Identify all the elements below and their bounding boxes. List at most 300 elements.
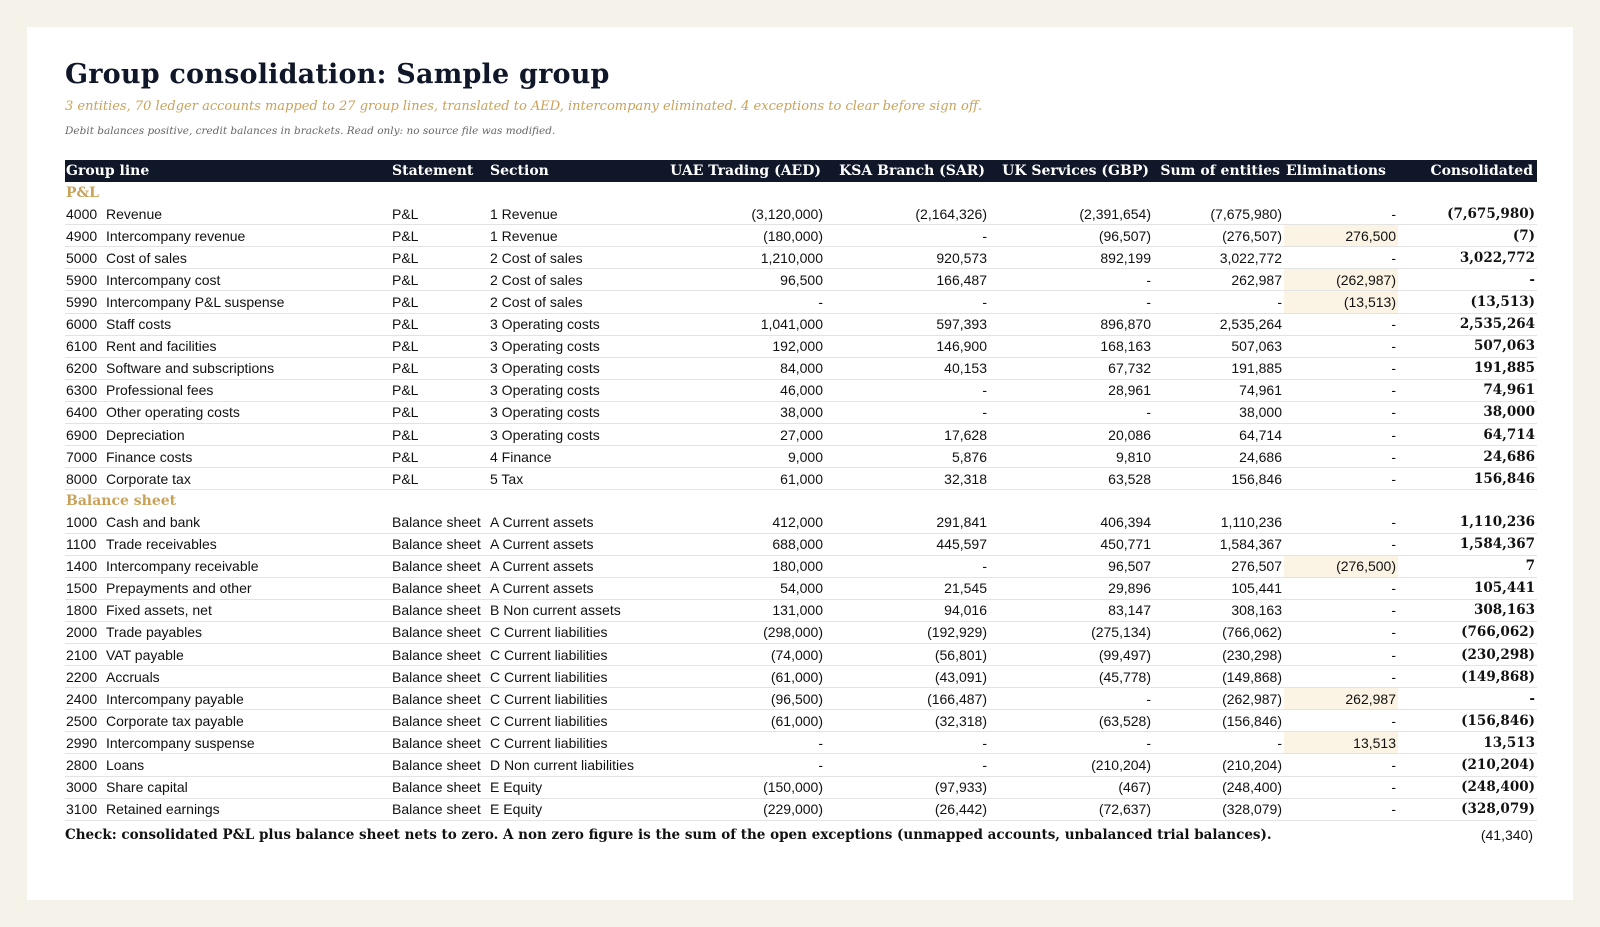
cell-consolidated: 191,885 xyxy=(1398,357,1537,379)
table-row xyxy=(65,203,1537,225)
cell-section: 1 Revenue xyxy=(489,225,661,247)
cell-ksa: - xyxy=(825,225,989,247)
account-name: Accruals xyxy=(106,668,160,685)
section-label: P&L xyxy=(66,184,100,201)
report-note: Debit balances positive, credit balances in brackets. Read only: no source file was modified. xyxy=(65,125,556,137)
account-name: Depreciation xyxy=(106,426,185,443)
cell-group-line xyxy=(65,247,391,269)
cell-section: A Current assets xyxy=(489,555,661,577)
cell-ksa: 17,628 xyxy=(825,424,989,446)
table-row xyxy=(65,621,1537,643)
account-name: VAT payable xyxy=(106,646,184,663)
cell-ksa: 445,597 xyxy=(825,533,989,555)
cell-sum: - xyxy=(1153,291,1284,313)
account-name: Fixed assets, net xyxy=(106,602,212,619)
cell-eliminations: - xyxy=(1284,710,1398,732)
cell-section: C Current liabilities xyxy=(489,688,661,710)
cell-sum: 262,987 xyxy=(1153,269,1284,291)
cell-uae: 84,000 xyxy=(661,357,825,379)
account-name: Rent and facilities xyxy=(106,338,217,355)
cell-group-line xyxy=(65,468,391,490)
account-name: Staff costs xyxy=(106,316,172,333)
table-row xyxy=(65,643,1537,665)
cell-group-line xyxy=(65,666,391,688)
cell-ksa: - xyxy=(825,732,989,754)
cell-consolidated: 38,000 xyxy=(1398,401,1537,423)
cell-group-line xyxy=(65,776,391,798)
cell-sum: (766,062) xyxy=(1153,621,1284,643)
table-row xyxy=(65,776,1537,798)
cell-uae: 38,000 xyxy=(661,401,825,423)
section-row xyxy=(65,490,1537,512)
cell-uk: (99,497) xyxy=(989,643,1153,665)
col-header-eliminations: Eliminations xyxy=(1284,160,1398,182)
cell-sum: (276,507) xyxy=(1153,225,1284,247)
section-row xyxy=(65,182,1537,203)
cell-uae: (61,000) xyxy=(661,666,825,688)
cell-group-line xyxy=(65,446,391,468)
cell-section: 2 Cost of sales xyxy=(489,247,661,269)
account-code: 2990 xyxy=(66,734,98,751)
col-header-consolidated: Consolidated xyxy=(1398,160,1537,182)
cell-statement: P&L xyxy=(391,401,489,423)
cell-sum: 2,535,264 xyxy=(1153,313,1284,335)
cell-statement: Balance sheet xyxy=(391,798,489,820)
cell-ksa: 146,900 xyxy=(825,335,989,357)
cell-statement: Balance sheet xyxy=(391,666,489,688)
cell-eliminations: - xyxy=(1284,599,1398,621)
cell-ksa: - xyxy=(825,401,989,423)
cell-uae: - xyxy=(661,754,825,776)
account-code: 1800 xyxy=(66,602,98,619)
cell-eliminations: - xyxy=(1284,357,1398,379)
cell-section: E Equity xyxy=(489,798,661,820)
cell-section: 2 Cost of sales xyxy=(489,269,661,291)
table-row xyxy=(65,599,1537,621)
cell-eliminations: (13,513) xyxy=(1284,291,1398,313)
cell-section: 3 Operating costs xyxy=(489,424,661,446)
cell-statement: Balance sheet xyxy=(391,776,489,798)
cell-statement: P&L xyxy=(391,225,489,247)
account-name: Intercompany suspense xyxy=(106,734,255,751)
cell-uk: 20,086 xyxy=(989,424,1153,446)
cell-consolidated: 2,535,264 xyxy=(1398,313,1537,335)
cell-eliminations: - xyxy=(1284,313,1398,335)
cell-statement: P&L xyxy=(391,357,489,379)
account-name: Intercompany payable xyxy=(106,690,244,707)
cell-uk: 896,870 xyxy=(989,313,1153,335)
col-header-statement: Statement xyxy=(391,160,489,182)
cell-uae: 688,000 xyxy=(661,533,825,555)
cell-group-line xyxy=(65,798,391,820)
cell-section: 1 Revenue xyxy=(489,203,661,225)
cell-uk: (63,528) xyxy=(989,710,1153,732)
account-name: Trade receivables xyxy=(106,536,217,553)
cell-uae: (298,000) xyxy=(661,621,825,643)
cell-group-line xyxy=(65,357,391,379)
cell-group-line xyxy=(65,732,391,754)
cell-consolidated: (230,298) xyxy=(1398,643,1537,665)
cell-sum: (248,400) xyxy=(1153,776,1284,798)
cell-group-line xyxy=(65,577,391,599)
cell-ksa: - xyxy=(825,379,989,401)
table-row xyxy=(65,710,1537,732)
account-name: Retained earnings xyxy=(106,801,220,818)
cell-statement: P&L xyxy=(391,468,489,490)
cell-group-line xyxy=(65,533,391,555)
cell-uae: 192,000 xyxy=(661,335,825,357)
cell-ksa: (43,091) xyxy=(825,666,989,688)
cell-statement: P&L xyxy=(391,269,489,291)
col-header-uae: UAE Trading (AED) xyxy=(661,160,825,182)
cell-uk: 168,163 xyxy=(989,335,1153,357)
cell-uae: 412,000 xyxy=(661,511,825,533)
cell-eliminations: - xyxy=(1284,379,1398,401)
cell-eliminations: - xyxy=(1284,798,1398,820)
cell-uae: 131,000 xyxy=(661,599,825,621)
cell-sum: 156,846 xyxy=(1153,468,1284,490)
cell-ksa: 21,545 xyxy=(825,577,989,599)
cell-uk: (467) xyxy=(989,776,1153,798)
cell-section: 5 Tax xyxy=(489,468,661,490)
cell-eliminations: - xyxy=(1284,203,1398,225)
cell-statement: Balance sheet xyxy=(391,511,489,533)
account-code: 5990 xyxy=(66,294,98,311)
table-row xyxy=(65,446,1537,468)
cell-consolidated: 308,163 xyxy=(1398,599,1537,621)
cell-section: E Equity xyxy=(489,776,661,798)
cell-ksa: 94,016 xyxy=(825,599,989,621)
cell-section: C Current liabilities xyxy=(489,621,661,643)
account-code: 6400 xyxy=(66,404,98,421)
account-name: Loans xyxy=(106,756,145,773)
cell-consolidated: 24,686 xyxy=(1398,446,1537,468)
cell-group-line xyxy=(65,754,391,776)
cell-uk: 28,961 xyxy=(989,379,1153,401)
cell-ksa: 291,841 xyxy=(825,511,989,533)
cell-group-line xyxy=(65,511,391,533)
cell-uae: 180,000 xyxy=(661,555,825,577)
cell-uk: - xyxy=(989,291,1153,313)
cell-sum: 1,110,236 xyxy=(1153,511,1284,533)
cell-consolidated: (7,675,980) xyxy=(1398,203,1537,225)
account-name: Cost of sales xyxy=(106,249,187,266)
cell-uk: 63,528 xyxy=(989,468,1153,490)
cell-consolidated: 1,584,367 xyxy=(1398,533,1537,555)
cell-statement: Balance sheet xyxy=(391,577,489,599)
cell-uae: (150,000) xyxy=(661,776,825,798)
cell-sum: 38,000 xyxy=(1153,401,1284,423)
account-code: 6100 xyxy=(66,338,98,355)
cell-sum: (328,079) xyxy=(1153,798,1284,820)
cell-sum: 64,714 xyxy=(1153,424,1284,446)
cell-eliminations: - xyxy=(1284,533,1398,555)
cell-consolidated: (210,204) xyxy=(1398,754,1537,776)
table-row xyxy=(65,269,1537,291)
col-header-section: Section xyxy=(489,160,661,182)
cell-section: A Current assets xyxy=(489,533,661,555)
cell-ksa: (32,318) xyxy=(825,710,989,732)
cell-statement: Balance sheet xyxy=(391,599,489,621)
cell-consolidated: (248,400) xyxy=(1398,776,1537,798)
cell-statement: Balance sheet xyxy=(391,621,489,643)
cell-section: B Non current assets xyxy=(489,599,661,621)
cell-eliminations: - xyxy=(1284,335,1398,357)
cell-group-line xyxy=(65,424,391,446)
cell-consolidated: 507,063 xyxy=(1398,335,1537,357)
cell-eliminations: (262,987) xyxy=(1284,269,1398,291)
cell-consolidated: 156,846 xyxy=(1398,468,1537,490)
cell-uae: (61,000) xyxy=(661,710,825,732)
cell-section: 3 Operating costs xyxy=(489,313,661,335)
cell-group-line xyxy=(65,688,391,710)
table-row xyxy=(65,533,1537,555)
cell-uk: 67,732 xyxy=(989,357,1153,379)
cell-group-line xyxy=(65,335,391,357)
cell-consolidated: 64,714 xyxy=(1398,424,1537,446)
cell-statement: Balance sheet xyxy=(391,688,489,710)
consolidation-table xyxy=(65,160,1537,821)
account-name: Intercompany receivable xyxy=(106,558,259,575)
cell-section: 3 Operating costs xyxy=(489,401,661,423)
cell-consolidated: 13,513 xyxy=(1398,732,1537,754)
table-row xyxy=(65,577,1537,599)
cell-ksa: (2,164,326) xyxy=(825,203,989,225)
table-row xyxy=(65,291,1537,313)
cell-sum: 308,163 xyxy=(1153,599,1284,621)
cell-sum: (262,987) xyxy=(1153,688,1284,710)
cell-statement: Balance sheet xyxy=(391,555,489,577)
check-text: Check: consolidated P&L plus balance sheet nets to zero. A non zero figure is the sum of the open exceptions (unmapped accounts, unbalanced trial balances). xyxy=(65,827,1272,843)
cell-group-line xyxy=(65,379,391,401)
cell-sum: 3,022,772 xyxy=(1153,247,1284,269)
account-name: Intercompany cost xyxy=(106,271,221,288)
cell-group-line xyxy=(65,225,391,247)
cell-sum: 191,885 xyxy=(1153,357,1284,379)
cell-eliminations: 13,513 xyxy=(1284,732,1398,754)
col-header-group-line: Group line xyxy=(65,160,391,182)
cell-statement: P&L xyxy=(391,291,489,313)
cell-sum: 507,063 xyxy=(1153,335,1284,357)
account-code: 4900 xyxy=(66,227,98,244)
account-name: Corporate tax xyxy=(106,470,191,487)
cell-uae: 27,000 xyxy=(661,424,825,446)
cell-uk: (96,507) xyxy=(989,225,1153,247)
cell-uae: 96,500 xyxy=(661,269,825,291)
cell-consolidated: 1,110,236 xyxy=(1398,511,1537,533)
report-sheet xyxy=(27,27,1573,900)
table-row xyxy=(65,688,1537,710)
cell-eliminations: - xyxy=(1284,511,1398,533)
cell-uk: - xyxy=(989,688,1153,710)
cell-sum: (7,675,980) xyxy=(1153,203,1284,225)
cell-uk: (275,134) xyxy=(989,621,1153,643)
table-row xyxy=(65,225,1537,247)
cell-uae: 1,041,000 xyxy=(661,313,825,335)
account-code: 3000 xyxy=(66,779,98,796)
cell-section: 2 Cost of sales xyxy=(489,291,661,313)
account-code: 1400 xyxy=(66,558,98,575)
cell-uae: (96,500) xyxy=(661,688,825,710)
account-name: Revenue xyxy=(106,205,163,222)
cell-eliminations: - xyxy=(1284,776,1398,798)
cell-consolidated: 74,961 xyxy=(1398,379,1537,401)
account-code: 7000 xyxy=(66,448,98,465)
cell-eliminations: - xyxy=(1284,401,1398,423)
cell-uk: 29,896 xyxy=(989,577,1153,599)
account-name: Corporate tax payable xyxy=(106,712,244,729)
cell-eliminations: - xyxy=(1284,468,1398,490)
cell-group-line xyxy=(65,643,391,665)
table-body xyxy=(65,182,1537,820)
cell-consolidated: 3,022,772 xyxy=(1398,247,1537,269)
account-code: 6900 xyxy=(66,426,98,443)
table-row xyxy=(65,511,1537,533)
table-row xyxy=(65,401,1537,423)
cell-eliminations: - xyxy=(1284,754,1398,776)
cell-section: A Current assets xyxy=(489,577,661,599)
col-header-uk: UK Services (GBP) xyxy=(989,160,1153,182)
cell-statement: Balance sheet xyxy=(391,533,489,555)
cell-statement: Balance sheet xyxy=(391,710,489,732)
account-name: Finance costs xyxy=(106,448,193,465)
cell-eliminations: - xyxy=(1284,424,1398,446)
account-code: 6200 xyxy=(66,360,98,377)
account-name: Cash and bank xyxy=(106,513,201,530)
cell-uk: 9,810 xyxy=(989,446,1153,468)
cell-consolidated: (328,079) xyxy=(1398,798,1537,820)
cell-sum: (230,298) xyxy=(1153,643,1284,665)
account-code: 3100 xyxy=(66,801,98,818)
account-code: 6300 xyxy=(66,382,98,399)
cell-uk: 96,507 xyxy=(989,555,1153,577)
cell-statement: P&L xyxy=(391,424,489,446)
account-code: 2400 xyxy=(66,690,98,707)
table-row xyxy=(65,379,1537,401)
cell-ksa: 40,153 xyxy=(825,357,989,379)
cell-uk: 450,771 xyxy=(989,533,1153,555)
table-row xyxy=(65,732,1537,754)
cell-ksa: 5,876 xyxy=(825,446,989,468)
cell-uk: (45,778) xyxy=(989,666,1153,688)
account-name: Professional fees xyxy=(106,382,214,399)
cell-eliminations: 276,500 xyxy=(1284,225,1398,247)
cell-statement: P&L xyxy=(391,203,489,225)
cell-consolidated: (13,513) xyxy=(1398,291,1537,313)
cell-uk: 83,147 xyxy=(989,599,1153,621)
cell-uk: 406,394 xyxy=(989,511,1153,533)
cell-uae: 1,210,000 xyxy=(661,247,825,269)
cell-section: C Current liabilities xyxy=(489,643,661,665)
cell-uk: 892,199 xyxy=(989,247,1153,269)
cell-section: A Current assets xyxy=(489,511,661,533)
cell-uae: 54,000 xyxy=(661,577,825,599)
cell-ksa: 32,318 xyxy=(825,468,989,490)
cell-ksa: - xyxy=(825,754,989,776)
account-code: 8000 xyxy=(66,470,98,487)
cell-consolidated: 105,441 xyxy=(1398,577,1537,599)
check-footer xyxy=(65,827,1535,843)
cell-statement: P&L xyxy=(391,313,489,335)
cell-uae: - xyxy=(661,291,825,313)
cell-uae: 9,000 xyxy=(661,446,825,468)
account-code: 2100 xyxy=(66,646,98,663)
cell-eliminations: - xyxy=(1284,621,1398,643)
account-name: Prepayments and other xyxy=(106,580,252,597)
table-row xyxy=(65,666,1537,688)
cell-consolidated: (7) xyxy=(1398,225,1537,247)
cell-eliminations: - xyxy=(1284,247,1398,269)
cell-section: C Current liabilities xyxy=(489,666,661,688)
cell-sum: 24,686 xyxy=(1153,446,1284,468)
table-header xyxy=(65,160,1537,182)
cell-ksa: 166,487 xyxy=(825,269,989,291)
cell-uae: 46,000 xyxy=(661,379,825,401)
check-value: (41,340) xyxy=(1480,827,1533,843)
cell-uk: - xyxy=(989,732,1153,754)
table-row xyxy=(65,555,1537,577)
page-title: Group consolidation: Sample group xyxy=(65,59,610,90)
cell-uk: - xyxy=(989,401,1153,423)
cell-group-line xyxy=(65,313,391,335)
cell-group-line xyxy=(65,621,391,643)
table-row xyxy=(65,798,1537,820)
cell-section: 3 Operating costs xyxy=(489,357,661,379)
cell-statement: P&L xyxy=(391,247,489,269)
cell-eliminations: - xyxy=(1284,643,1398,665)
cell-section: 4 Finance xyxy=(489,446,661,468)
cell-eliminations: - xyxy=(1284,446,1398,468)
account-name: Other operating costs xyxy=(106,404,240,421)
account-code: 2000 xyxy=(66,624,98,641)
account-code: 1100 xyxy=(66,536,97,553)
cell-sum: (156,846) xyxy=(1153,710,1284,732)
cell-eliminations: - xyxy=(1284,666,1398,688)
account-name: Share capital xyxy=(106,779,188,796)
col-header-ksa: KSA Branch (SAR) xyxy=(825,160,989,182)
cell-uae: - xyxy=(661,732,825,754)
account-code: 6000 xyxy=(66,316,98,333)
table-row xyxy=(65,357,1537,379)
cell-sum: 105,441 xyxy=(1153,577,1284,599)
cell-sum: 276,507 xyxy=(1153,555,1284,577)
cell-uae: 61,000 xyxy=(661,468,825,490)
cell-uae: (180,000) xyxy=(661,225,825,247)
cell-statement: Balance sheet xyxy=(391,643,489,665)
cell-uk: (72,637) xyxy=(989,798,1153,820)
cell-ksa: (56,801) xyxy=(825,643,989,665)
table-row xyxy=(65,335,1537,357)
cell-group-line xyxy=(65,203,391,225)
account-name: Software and subscriptions xyxy=(106,360,275,377)
col-header-sum: Sum of entities xyxy=(1153,160,1284,182)
cell-group-line xyxy=(65,555,391,577)
account-code: 5000 xyxy=(66,249,98,266)
account-code: 2800 xyxy=(66,756,98,773)
cell-ksa: - xyxy=(825,291,989,313)
cell-group-line xyxy=(65,401,391,423)
cell-ksa: 920,573 xyxy=(825,247,989,269)
cell-section: C Current liabilities xyxy=(489,710,661,732)
cell-sum: - xyxy=(1153,732,1284,754)
cell-uk: (2,391,654) xyxy=(989,203,1153,225)
cell-section: 3 Operating costs xyxy=(489,335,661,357)
table-row xyxy=(65,754,1537,776)
cell-sum: (210,204) xyxy=(1153,754,1284,776)
cell-section: 3 Operating costs xyxy=(489,379,661,401)
cell-ksa: (97,933) xyxy=(825,776,989,798)
cell-statement: P&L xyxy=(391,446,489,468)
